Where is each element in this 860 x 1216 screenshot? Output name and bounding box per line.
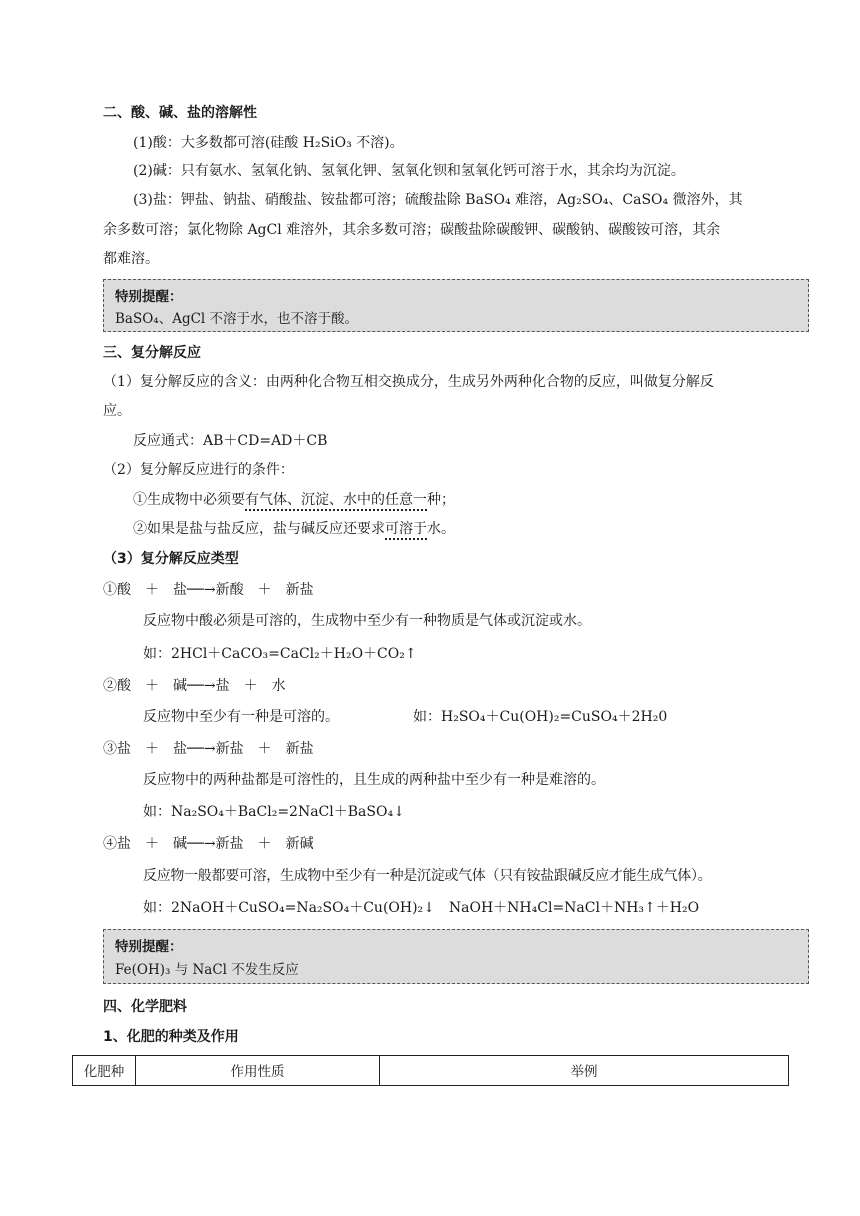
salt-solubility-line2: 余多数可溶；氯化物除 AgCl 难溶外，其余多数可溶；碳酸盐除碳酸钾、碳酸钠、碳酸铵可溶，其余 [103,222,721,238]
fertilizer-subheading: 1、化肥的种类及作用 [103,1029,239,1045]
type-2-example: 如：H₂SO₄＋Cu(OH)₂=CuSO₄＋2H₂0 [413,709,668,725]
condition-1-prefix: ①生成物中必须要 [133,492,245,508]
reaction-types-heading: （3）复分解反应类型 [103,551,239,567]
type-3-description: 反应物中的两种盐都是可溶性的，且生成的两种盐中至少有一种是难溶的。 [143,772,605,788]
type-1-example: 如：2HCl＋CaCO₃=CaCl₂＋H₂O＋CO₂↑ [143,646,417,662]
fertilizer-table [72,1055,789,1086]
condition-2 [133,519,455,539]
condition-1 [133,490,455,510]
tip-title: 特别提醒： [115,939,183,955]
condition-2-prefix: ②如果是盐与盐反应，盐与碱反应还要求 [133,521,385,537]
condition-1-emphasis: 有气体、沉淀、水中的任意一 [245,492,427,511]
condition-1-suffix: 种； [427,492,455,508]
type-2-description: 反应物中至少有一种是可溶的。 [143,709,339,725]
table-header-cell: 举例 [380,1056,789,1086]
type-4-description: 反应物一般都要可溶，生成物中至少有一种是沉淀或气体（只有铵盐跟碱反应才能生成气体）。 [143,868,712,884]
general-formula: 反应通式：AB＋CD=AD＋CB [133,433,328,449]
section-4-heading: 四、化学肥料 [103,999,187,1015]
type-1-scheme: ①酸 ＋ 盐──→新酸 ＋ 新盐 [103,582,314,598]
tip-title: 特别提醒： [115,289,183,305]
table-header-cell: 化肥种 [73,1056,136,1086]
tip-body: Fe(OH)₃ 与 NaCl 不发生反应 [115,962,299,978]
tip-box-reaction [103,929,809,984]
section-2-heading: 二、酸、碱、盐的溶解性 [103,105,257,121]
type-3-example: 如：Na₂SO₄＋BaCl₂=2NaCl＋BaSO₄↓ [143,804,405,820]
double-decomposition-definition-line1: （1）复分解反应的含义：由两种化合物互相交换成分，生成另外两种化合物的反应，叫做复分解反 [103,374,714,390]
salt-solubility-line1: (3)盐：钾盐、钠盐、硝酸盐、铵盐都可溶；硫酸盐除 BaSO₄ 难溶，Ag₂SO₄、CaSO₄ 微溶外，其 [133,192,743,208]
base-solubility: (2)碱：只有氨水、氢氧化钠、氢氧化钾、氢氧化钡和氢氧化钙可溶于水，其余均为沉淀。 [133,163,685,179]
condition-2-suffix: 水。 [427,521,455,537]
type-2-scheme: ②酸 ＋ 碱──→盐 ＋ 水 [103,678,286,694]
tip-box-solubility [103,279,809,332]
section-3-heading: 三、复分解反应 [103,345,201,361]
table-header-cell: 作用性质 [136,1056,380,1086]
type-1-description: 反应物中酸必须是可溶的，生成物中至少有一种物质是气体或沉淀或水。 [143,613,591,629]
double-decomposition-definition-line2: 应。 [103,403,131,419]
type-4-scheme: ④盐 ＋ 碱──→新盐 ＋ 新碱 [103,836,314,852]
salt-solubility-line3: 都难溶。 [103,251,159,267]
condition-2-emphasis: 可溶于 [385,521,427,540]
table-header-row [73,1056,789,1086]
acid-solubility: (1)酸：大多数都可溶(硅酸 H₂SiO₃ 不溶)。 [133,135,404,151]
conditions-heading: （2）复分解反应进行的条件： [103,462,294,478]
type-4-example: 如：2NaOH＋CuSO₄=Na₂SO₄＋Cu(OH)₂↓ NaOH＋NH₄Cl=NaCl＋NH₃↑＋H₂O [143,900,700,916]
type-3-scheme: ③盐 ＋ 盐──→新盐 ＋ 新盐 [103,741,314,757]
tip-body: BaSO₄、AgCl 不溶于水，也不溶于酸。 [115,311,359,327]
